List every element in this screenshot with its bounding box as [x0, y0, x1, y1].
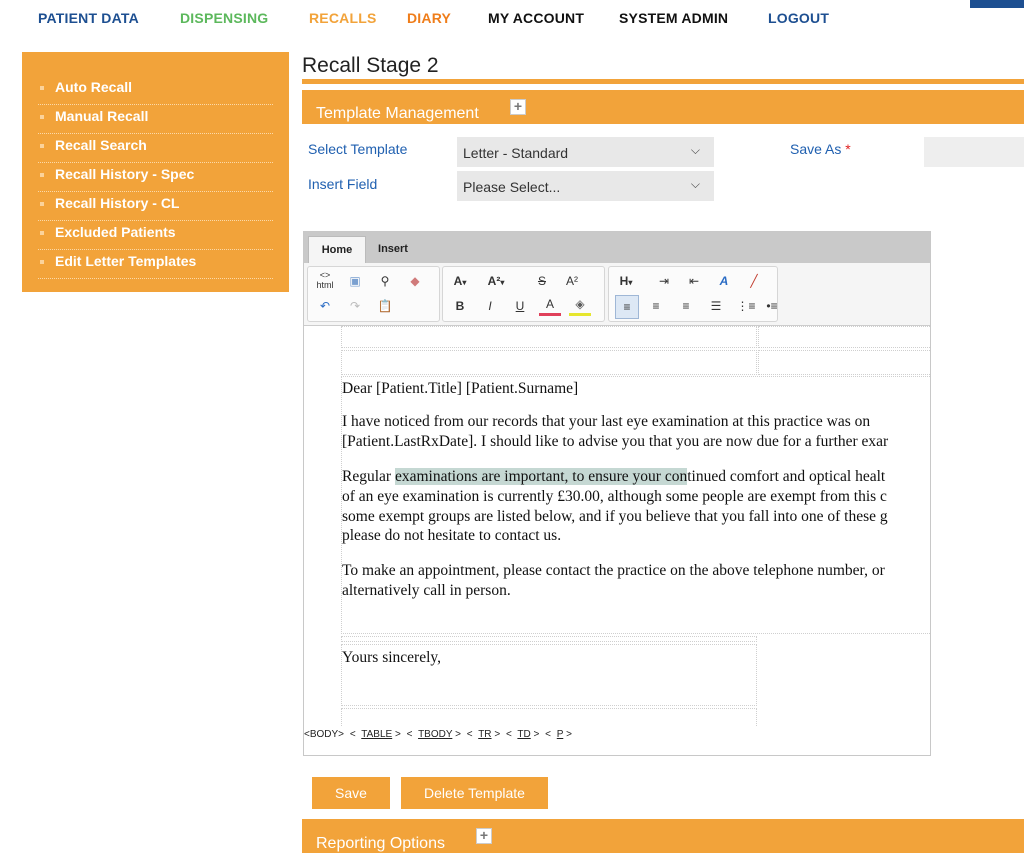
sidebar-item-label: Recall History - Spec: [55, 166, 195, 182]
numbered-list-icon[interactable]: ⋮≡: [736, 299, 756, 313]
letter-paragraph-line: I have noticed from our records that your last eye examination at this practice was on: [342, 413, 871, 430]
path-separator: >: [394, 729, 401, 740]
align-center-icon[interactable]: ≡: [652, 299, 660, 313]
eraser-icon[interactable]: ◆: [410, 274, 420, 288]
undo-icon[interactable]: ↶: [319, 299, 331, 313]
section-title: Reporting Options: [316, 835, 445, 852]
preview-icon[interactable]: ▣: [349, 274, 361, 288]
sidebar-item-manual-recall[interactable]: [38, 105, 273, 134]
toolbar-group-edit: [307, 266, 440, 322]
bullet-icon: [40, 173, 44, 177]
letter-paragraph-line: some exempt groups are listed below, and if you believe that you fall into one of these g: [342, 508, 888, 525]
selected-text: examinations are important, to ensure your con: [394, 468, 688, 485]
caret-icon: ▾: [462, 278, 467, 287]
template-management-header[interactable]: [302, 90, 1024, 124]
nav-my-account[interactable]: MY ACCOUNT: [488, 10, 585, 26]
select-template-value: Letter - Standard: [463, 145, 569, 161]
insert-field-dropdown[interactable]: [457, 171, 714, 201]
expand-plus-icon[interactable]: +: [476, 828, 492, 844]
insert-field-value: Please Select...: [463, 179, 561, 195]
sidebar-item-auto-recall[interactable]: [38, 76, 273, 105]
bullet-icon: [40, 86, 44, 90]
toolbar-group-font: [442, 266, 605, 322]
letter-greeting: Dear [Patient.Title] [Patient.Surname]: [342, 380, 579, 397]
italic-button[interactable]: I: [488, 299, 492, 313]
path-separator: <: [349, 729, 356, 740]
path-separator: <: [505, 729, 512, 740]
find-icon[interactable]: ⚲: [380, 274, 390, 288]
table-cell: [758, 350, 930, 375]
table-cell: [341, 636, 757, 642]
heading-label: H: [619, 274, 629, 288]
top-navigation: [0, 0, 1024, 40]
code-bracket-glyph: <>: [319, 270, 331, 280]
table-cell: [341, 708, 757, 726]
section-title: Template Management: [316, 105, 479, 122]
delete-template-button[interactable]: Delete Template: [401, 777, 548, 809]
editor-tab-strip: [304, 232, 930, 263]
strikethrough-button[interactable]: S: [537, 274, 546, 288]
insert-field-label: Insert Field: [308, 176, 378, 192]
bullet-icon: [40, 260, 44, 264]
letter-paragraph-line: To make an appointment, please contact the practice on the above telephone number, or: [342, 562, 885, 579]
path-separator: >: [455, 729, 461, 740]
editor-toolbar: [304, 263, 930, 326]
sidebar-item-edit-letter-templates[interactable]: [38, 250, 273, 279]
path-separator: <: [545, 729, 551, 740]
save-as-label: [790, 141, 851, 157]
font-name-dropdown[interactable]: [449, 270, 471, 292]
table-cell: [341, 326, 757, 348]
redo-icon[interactable]: ↷: [349, 299, 361, 313]
letter-paragraph-line: of an eye examination is currently £30.00, although some people are exempt from this c: [342, 488, 887, 505]
outdent-icon[interactable]: ⇤: [688, 274, 700, 288]
caret-icon: ▾: [500, 278, 505, 287]
sidebar-item-label: Manual Recall: [55, 108, 149, 124]
font-size-dropdown[interactable]: [485, 270, 507, 292]
sidebar-item-recall-history-cl[interactable]: [38, 192, 273, 221]
bullet-icon: [40, 231, 44, 235]
font-color-button[interactable]: A: [539, 295, 561, 316]
bulleted-list-icon[interactable]: •≡: [766, 299, 778, 313]
path-separator: <: [406, 729, 413, 740]
sidebar-item-label: Auto Recall: [55, 79, 133, 95]
text-run: tinued comfort and optical healt: [687, 468, 886, 485]
sidebar-item-label: Edit Letter Templates: [55, 253, 197, 269]
styles-icon[interactable]: A: [719, 274, 729, 288]
title-underline: [302, 79, 1024, 84]
nav-system-admin[interactable]: SYSTEM ADMIN: [619, 10, 729, 26]
underline-button[interactable]: U: [515, 299, 525, 313]
path-tbody[interactable]: TBODY: [418, 729, 453, 740]
html-view-icon[interactable]: [314, 270, 336, 292]
nav-patient-data[interactable]: PATIENT DATA: [38, 10, 139, 26]
letter-paragraph-line: alternatively call in person.: [342, 582, 511, 599]
paste-icon[interactable]: 📋: [377, 299, 393, 313]
rich-text-editor: [303, 231, 931, 756]
format-painter-icon[interactable]: ╱: [750, 274, 758, 288]
sidebar: [22, 52, 289, 292]
sidebar-item-recall-history-spec[interactable]: [38, 163, 273, 192]
bullet-icon: [40, 202, 44, 206]
reporting-options-header[interactable]: [302, 819, 1024, 853]
letter-paragraph-line: [Patient.LastRxDate]. I should like to advise you that you are now due for a further exar: [342, 433, 889, 450]
sidebar-item-recall-search[interactable]: [38, 134, 273, 163]
select-template-label: Select Template: [308, 141, 408, 157]
tab-insert[interactable]: Insert: [378, 243, 408, 255]
align-right-icon[interactable]: ≡: [682, 299, 690, 313]
path-separator: >: [494, 729, 501, 740]
path-body[interactable]: <BODY>: [304, 729, 345, 740]
html-view-label: html: [316, 280, 334, 290]
page-title: Recall Stage 2: [302, 54, 439, 77]
path-p[interactable]: P: [556, 729, 564, 740]
save-as-text: Save As: [790, 141, 842, 157]
indent-icon[interactable]: ⇥: [658, 274, 670, 288]
path-table[interactable]: TABLE: [361, 729, 393, 740]
justify-icon[interactable]: ☰: [710, 299, 722, 313]
table-cell: [758, 326, 930, 348]
save-button[interactable]: Save: [312, 777, 390, 809]
font-size-label: A²: [487, 274, 501, 288]
letter-paragraph-line: please do not hesitate to contact us.: [342, 527, 562, 544]
select-template-dropdown[interactable]: [457, 137, 714, 167]
bullet-icon: [40, 115, 44, 119]
bullet-icon: [40, 144, 44, 148]
nav-dispensing[interactable]: DISPENSING: [180, 10, 269, 26]
chevron-down-icon: ⌵: [690, 177, 700, 191]
sidebar-item-label: Recall History - CL: [55, 195, 180, 211]
highlight-color-icon[interactable]: ◈: [569, 295, 591, 316]
sidebar-item-excluded-patients[interactable]: [38, 221, 273, 250]
path-separator: >: [533, 729, 540, 740]
bold-button[interactable]: B: [455, 299, 465, 313]
heading-dropdown[interactable]: [615, 270, 637, 292]
toolbar-group-paragraph: [608, 266, 778, 322]
editor-document[interactable]: [304, 326, 930, 726]
text-run: Regular: [342, 468, 395, 485]
sidebar-item-label: Excluded Patients: [55, 224, 176, 240]
nav-diary[interactable]: DIARY: [407, 10, 452, 26]
letter-paragraph-line: [342, 467, 885, 487]
sidebar-item-label: Recall Search: [55, 137, 147, 153]
chevron-down-icon: ⌵: [690, 143, 700, 157]
path-separator: >: [566, 729, 572, 740]
nav-logout[interactable]: LOGOUT: [768, 10, 830, 26]
expand-plus-icon[interactable]: +: [510, 99, 526, 115]
path-td[interactable]: TD: [517, 729, 531, 740]
table-cell: [341, 350, 757, 375]
superscript-button[interactable]: A²: [566, 274, 578, 288]
letter-closing: Yours sincerely,: [342, 649, 442, 666]
element-path-breadcrumb: [304, 729, 930, 747]
tab-home[interactable]: Home: [308, 236, 366, 264]
caret-icon: ▾: [628, 278, 633, 287]
align-left-icon[interactable]: ≡: [615, 295, 639, 319]
path-tr[interactable]: TR: [478, 729, 492, 740]
path-separator: <: [466, 729, 473, 740]
required-mark: *: [845, 141, 851, 157]
font-name-label: A: [453, 274, 463, 288]
header-corner-block: [970, 0, 1024, 8]
save-as-input[interactable]: [924, 137, 1024, 167]
nav-recalls[interactable]: RECALLS: [309, 10, 377, 26]
